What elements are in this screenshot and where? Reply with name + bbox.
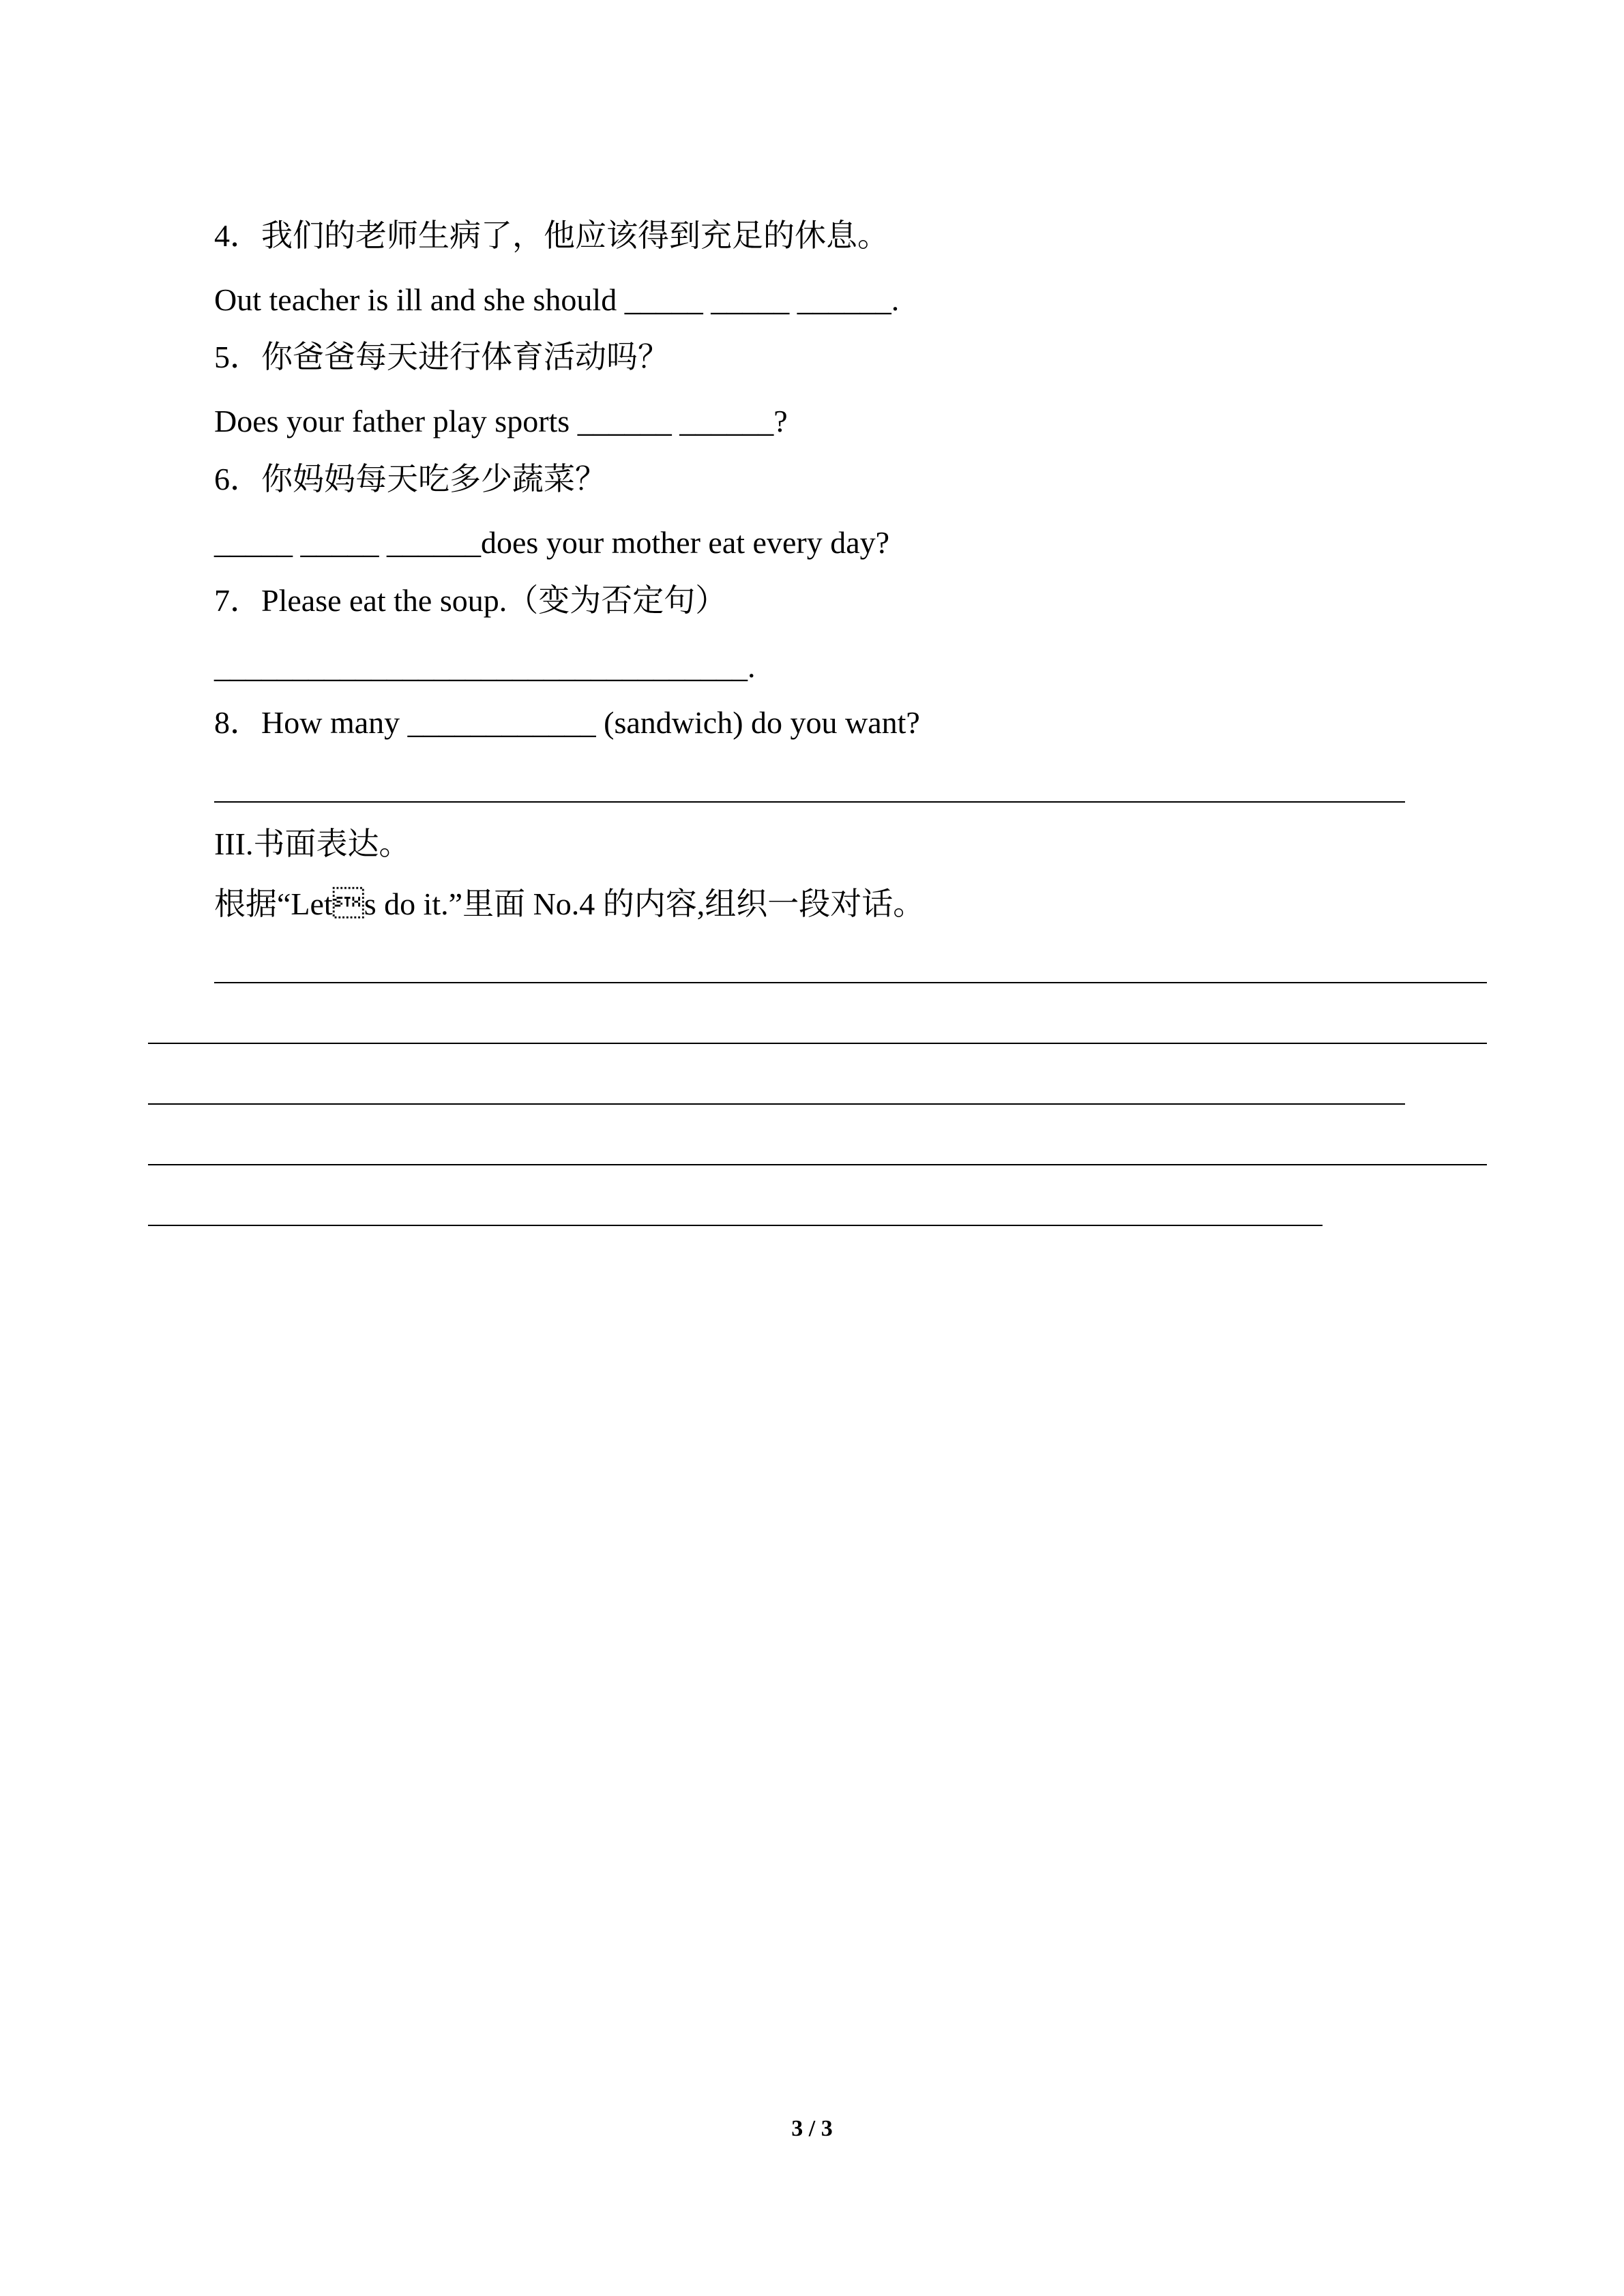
writing-rule-2 [148, 1043, 1487, 1044]
writing-rule-4 [148, 1164, 1487, 1165]
writing-rule-1 [214, 982, 1487, 983]
question-5-prompt: 5．你爸爸每天进行体育活动吗？ [214, 340, 669, 374]
question-5-answer-line: Does your father play sports ______ ______? [214, 404, 788, 438]
question-6-answer-line: _____ _____ ______does your mother eat every day? [214, 525, 890, 560]
section-3-instruction: 根据“Lets do it.”里面 No.4 的内容,组织一段对话。 [214, 886, 925, 921]
question-6-prompt: 6．你妈妈每天吃多少蔬菜？ [214, 462, 606, 496]
question-4-prompt: 4．我们的老师生病了，他应该得到充足的休息。 [214, 218, 889, 253]
writing-rule-3 [148, 1103, 1405, 1105]
section-3-heading: III.书面表达。 [214, 826, 411, 861]
question-7-prompt: 7．Please eat the soup.（变为否定句） [214, 583, 727, 618]
question-4-answer-line: Out teacher is ill and she should _____ _____ ______. [214, 282, 900, 317]
page-number: 3 / 3 [791, 2116, 833, 2141]
question-8-prompt: 8．How many ____________ (sandwich) do you want? [214, 705, 920, 740]
writing-rule-5 [148, 1225, 1323, 1226]
question-7-answer-line: __________________________________. [214, 649, 756, 684]
question-8-answer-rule [214, 801, 1405, 803]
